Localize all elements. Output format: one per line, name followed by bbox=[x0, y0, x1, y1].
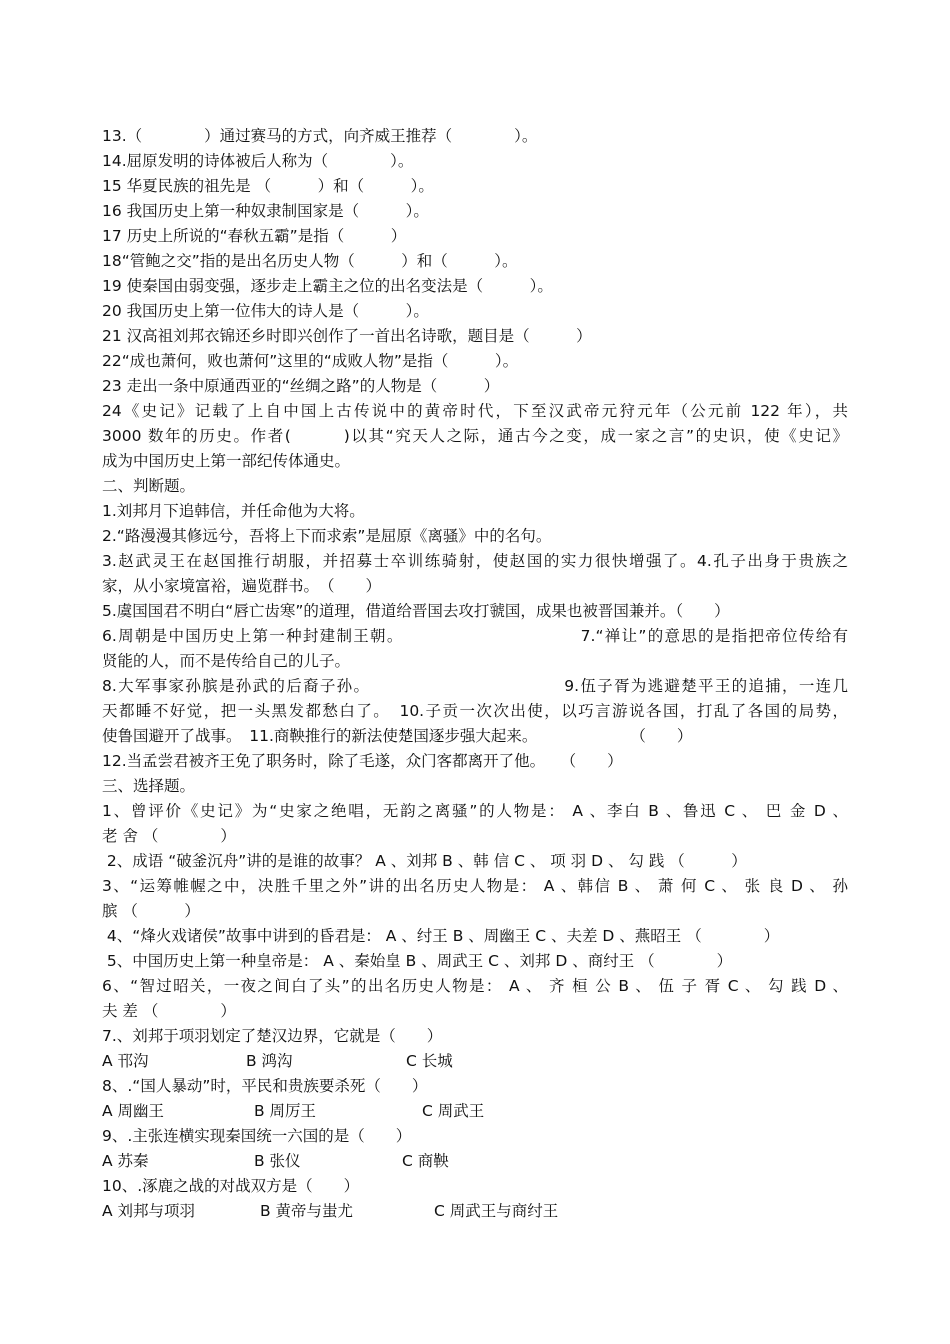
judge-line: 家，从小家境富裕，遍览群书。 （ ） bbox=[102, 577, 382, 595]
judge-line: 12.当孟尝君被齐王免了职务时，除了毛遂，众门客都离开了他。 （ ） bbox=[102, 752, 623, 770]
judge-line: 6.周朝是中国历史上第一种封建制王朝。 7.“禅让”的意思的是指把帝位传给有 bbox=[102, 627, 848, 645]
choice-line: 膑 （ ） bbox=[102, 902, 200, 920]
judge-line: 2.“路漫漫其修远兮，吾将上下而求索”是屈原《离骚》中的名句。 bbox=[102, 527, 552, 545]
fill-question-17: 17 历史上所说的“春秋五霸”是指（ ） bbox=[102, 227, 407, 245]
mcq-question-10: 10、.涿鹿之战的对战双方是（ ） bbox=[102, 1177, 360, 1195]
mcq-question-7: 7.、刘邦于项羽划定了楚汉边界，它就是（ ） bbox=[102, 1027, 443, 1045]
fill-question-20: 20 我国历史上第一位伟大的诗人是（ ）。 bbox=[102, 302, 429, 320]
judge-line: 1.刘邦月下追韩信，并任命他为大将。 bbox=[102, 502, 365, 520]
mcq-question-8: 8、.“国人暴动”时，平民和贵族要杀死（ ） bbox=[102, 1077, 428, 1095]
fill-question-19: 19 使秦国由弱变强，逐步走上霸主之位的出名变法是（ ）。 bbox=[102, 277, 553, 295]
fill-question-16: 16 我国历史上第一种奴隶制国家是（ ）。 bbox=[102, 202, 429, 220]
mcq-option-a: A 邗沟 bbox=[102, 1052, 149, 1070]
judge-line: 天都睡不好觉，把一头黑发都愁白了。 10.子贡一次次出使，以巧言游说各国，打乱了各国的局势， bbox=[102, 702, 848, 720]
mcq-option-b: B 周厉王 bbox=[254, 1102, 317, 1120]
mcq-option-c: C 商鞅 bbox=[402, 1152, 449, 1170]
choice-line: 1、曾评价《史记》为“史家之绝唱，无韵之离骚”的人物是： A 、李白 B 、鲁迅 C 、 巴 金 D 、 bbox=[102, 802, 848, 820]
judge-line: 3.赵武灵王在赵国推行胡服，并招募士卒训练骑射，使赵国的实力很快增强了。4.孔子出身于贵族之 bbox=[102, 552, 848, 570]
fill-question-15: 15 华夏民族的祖先是 （ ）和（ ）。 bbox=[102, 177, 434, 195]
choice-line: 4、“烽火戏诸侯”故事中讲到的昏君是： A 、纣王 B 、周幽王 C 、夫差 D 、燕昭王 （ ） bbox=[102, 927, 780, 945]
judge-line: 8.大军事家孙膑是孙武的后裔子孙。 9.伍子胥为逃避楚平王的追捕，一连几 bbox=[102, 677, 848, 695]
choice-line: 2、成语 “破釜沉舟”讲的是谁的故事？ A 、刘邦 B 、韩 信 C 、 项 羽 D 、 勾 践 （ ） bbox=[102, 852, 747, 870]
fill-question-24-line-2: 3000 数年的历史。作者( )以其“究天人之际，通古今之变，成一家之言”的史识，使《史记》 bbox=[102, 427, 848, 445]
fill-question-22: 22“成也萧何，败也萧何”这里的“成败人物”是指（ ）。 bbox=[102, 352, 519, 370]
mcq-option-c: C 周武王与商纣王 bbox=[434, 1202, 559, 1220]
choice-line: 夫 差 （ ） bbox=[102, 1002, 236, 1020]
judge-line: 贤能的人，而不是传给自己的儿子。 bbox=[102, 652, 351, 670]
mcq-option-b: B 张仪 bbox=[254, 1152, 301, 1170]
mcq-option-a: A 刘邦与项羽 bbox=[102, 1202, 196, 1220]
mcq-option-c: C 周武王 bbox=[422, 1102, 485, 1120]
fill-question-21: 21 汉高祖刘邦衣锦还乡时即兴创作了一首出名诗歌，题目是（ ） bbox=[102, 327, 592, 345]
choice-line: 老 舍 （ ） bbox=[102, 827, 236, 845]
judge-line: 5.虞国国君不明白“唇亡齿寒”的道理，借道给晋国去攻打虢国，成果也被晋国兼并。（ ） bbox=[102, 602, 730, 620]
fill-question-18: 18“管鲍之交”指的是出名历史人物（ ）和（ ）。 bbox=[102, 252, 518, 270]
fill-question-23: 23 走出一条中原通西亚的“丝绸之路”的人物是（ ） bbox=[102, 377, 500, 395]
fill-question-14: 14.屈原发明的诗体被后人称为（ ）。 bbox=[102, 152, 414, 170]
mcq-option-b: B 黄帝与蚩尤 bbox=[260, 1202, 354, 1220]
fill-question-13: 13.（ ）通过赛马的方式，向齐威王推荐（ ）。 bbox=[102, 127, 538, 145]
fill-question-24-line-1: 24《史记》记载了上自中国上古传说中的黄帝时代，下至汉武帝元狩元年（公元前 122 年），共 bbox=[102, 402, 848, 420]
mcq-option-c: C 长城 bbox=[406, 1052, 453, 1070]
mcq-option-b: B 鸿沟 bbox=[246, 1052, 293, 1070]
mcq-option-a: A 苏秦 bbox=[102, 1152, 149, 1170]
choice-line: 3、“运筹帷幄之中，决胜千里之外”讲的出名历史人物是： A 、韩信 B 、 萧 何 C 、 张 良 D 、 孙 bbox=[102, 877, 848, 895]
choice-heading: 三、选择题。 bbox=[102, 777, 196, 795]
mcq-question-9: 9、.主张连横实现秦国统一六国的是（ ） bbox=[102, 1127, 412, 1145]
judge-heading: 二、判断题。 bbox=[102, 477, 196, 495]
choice-line: 6、“智过昭关，一夜之间白了头”的出名历史人物是： A 、 齐 桓 公 B 、 伍 子 胥 C 、 勾 践 D 、 bbox=[102, 977, 848, 995]
judge-line: 使鲁国避开了战事。 11.商鞅推行的新法使楚国逐步强大起来。 （ ） bbox=[102, 727, 693, 745]
fill-question-24-line-3: 成为中国历史上第一部纪传体通史。 bbox=[102, 452, 351, 470]
choice-line: 5、中国历史上第一种皇帝是： A 、秦始皇 B 、周武王 C 、刘邦 D 、商纣王 （ ） bbox=[102, 952, 733, 970]
mcq-option-a: A 周幽王 bbox=[102, 1102, 165, 1120]
